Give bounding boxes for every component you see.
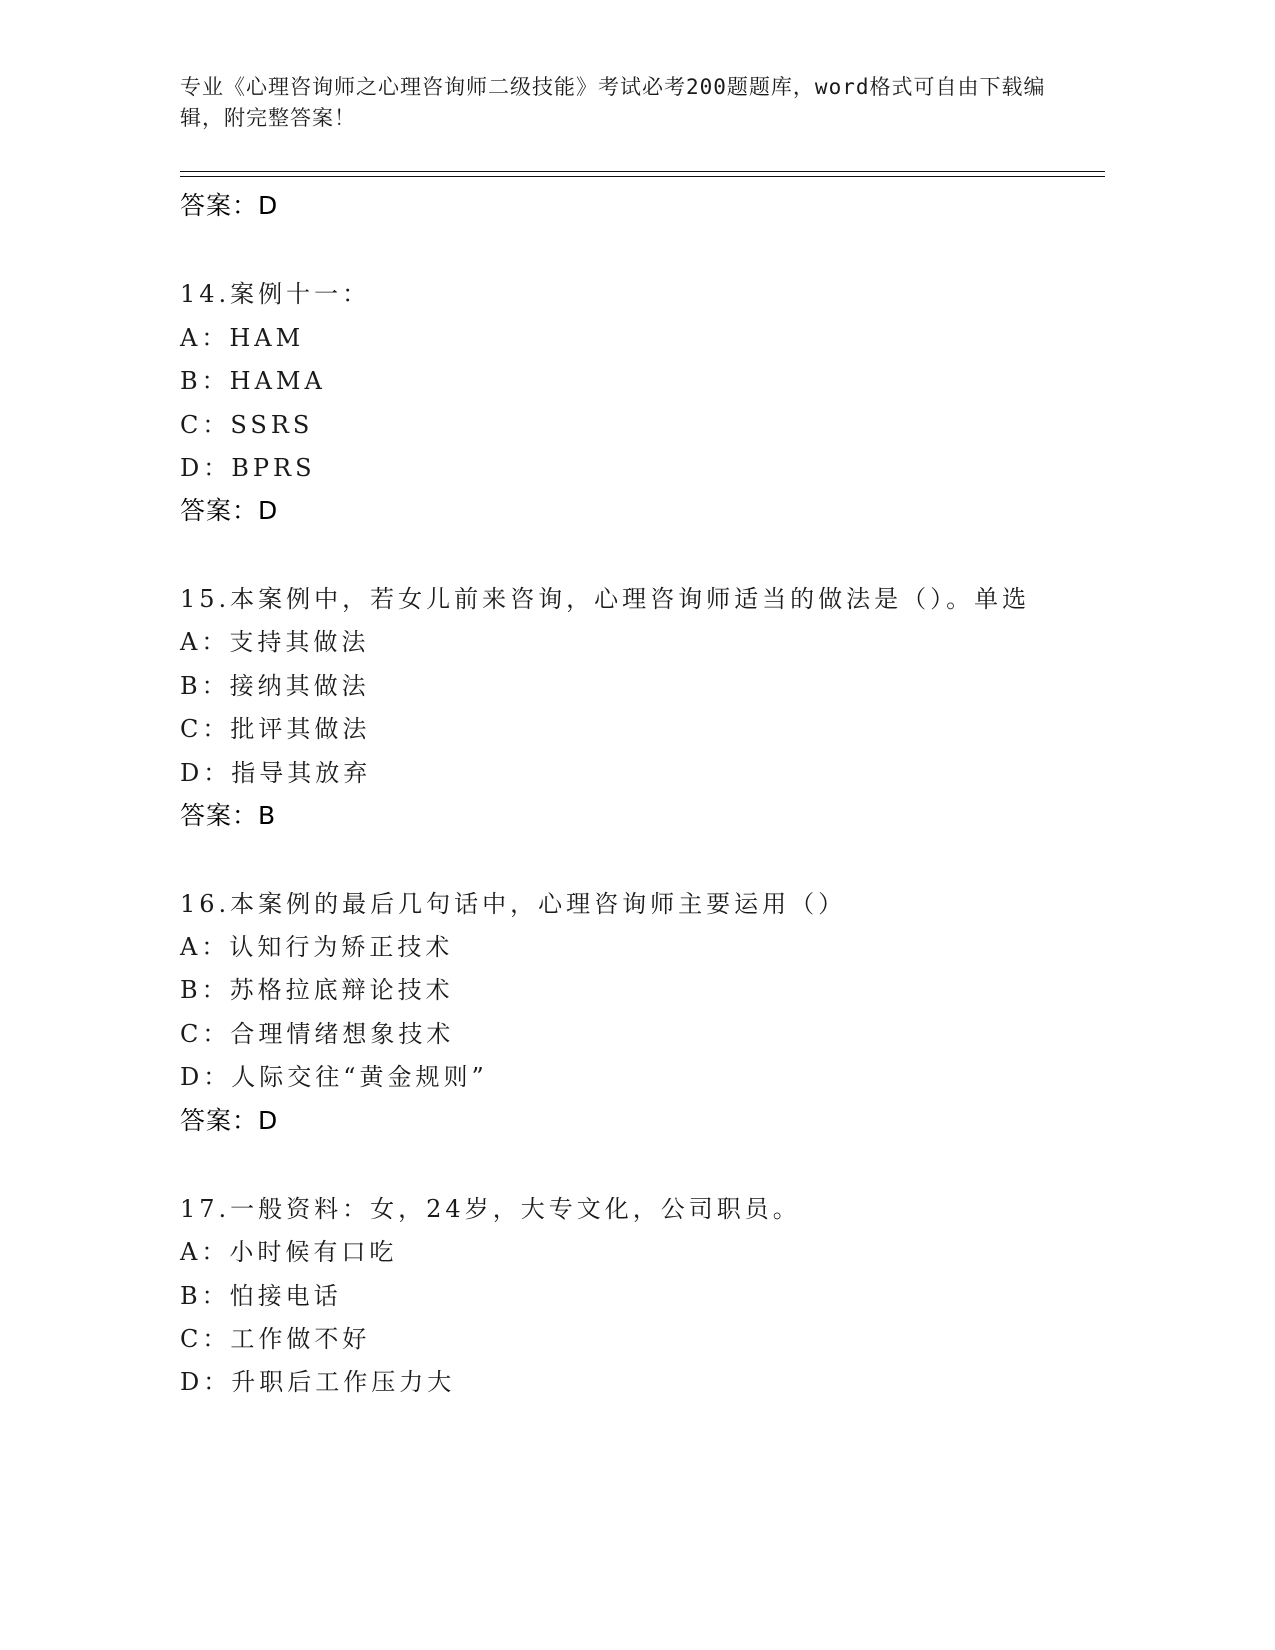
option-a: A：HAM xyxy=(180,324,305,352)
option-c: C：合理情绪想象技术 xyxy=(180,1020,455,1048)
option-c: C：批评其做法 xyxy=(180,715,371,743)
option-b: B：接纳其做法 xyxy=(180,672,370,700)
option-c: C：SSRS xyxy=(180,411,314,439)
option-d: D：BPRS xyxy=(180,454,316,482)
option-b: B：HAMA xyxy=(180,367,326,395)
option-a: A：支持其做法 xyxy=(180,628,370,656)
answer-line: 答案：B xyxy=(180,801,277,830)
option-d: D：升职后工作压力大 xyxy=(180,1368,456,1396)
answer-line: 答案：D xyxy=(180,191,279,220)
option-b: B：怕接电话 xyxy=(180,1282,342,1310)
answer-line: 答案：D xyxy=(180,1106,279,1135)
option-d: D：人际交往“黄金规则” xyxy=(180,1063,488,1091)
question-17: 17.一般资料：女，24岁，大专文化，公司职员。 xyxy=(180,1195,801,1223)
header-rule-bottom xyxy=(180,176,1105,177)
option-d: D：指导其放弃 xyxy=(180,759,372,787)
option-a: A：认知行为矫正技术 xyxy=(180,933,454,961)
option-a: A：小时候有口吃 xyxy=(180,1238,398,1266)
answer-line: 答案：D xyxy=(180,496,279,525)
question-15: 15.本案例中，若女儿前来咨询，心理咨询师适当的做法是（）。单选 xyxy=(180,585,1031,613)
option-b: B：苏格拉底辩论技术 xyxy=(180,976,454,1004)
question-16: 16.本案例的最后几句话中，心理咨询师主要运用（） xyxy=(180,890,847,918)
document-header: 专业《心理咨询师之心理咨询师二级技能》考试必考200题题库，word格式可自由下载编辑，附完整答案！ xyxy=(180,75,1046,130)
option-c: C：工作做不好 xyxy=(180,1325,371,1353)
question-14: 14.案例十一： xyxy=(180,280,371,308)
header-rule-top xyxy=(180,171,1105,172)
